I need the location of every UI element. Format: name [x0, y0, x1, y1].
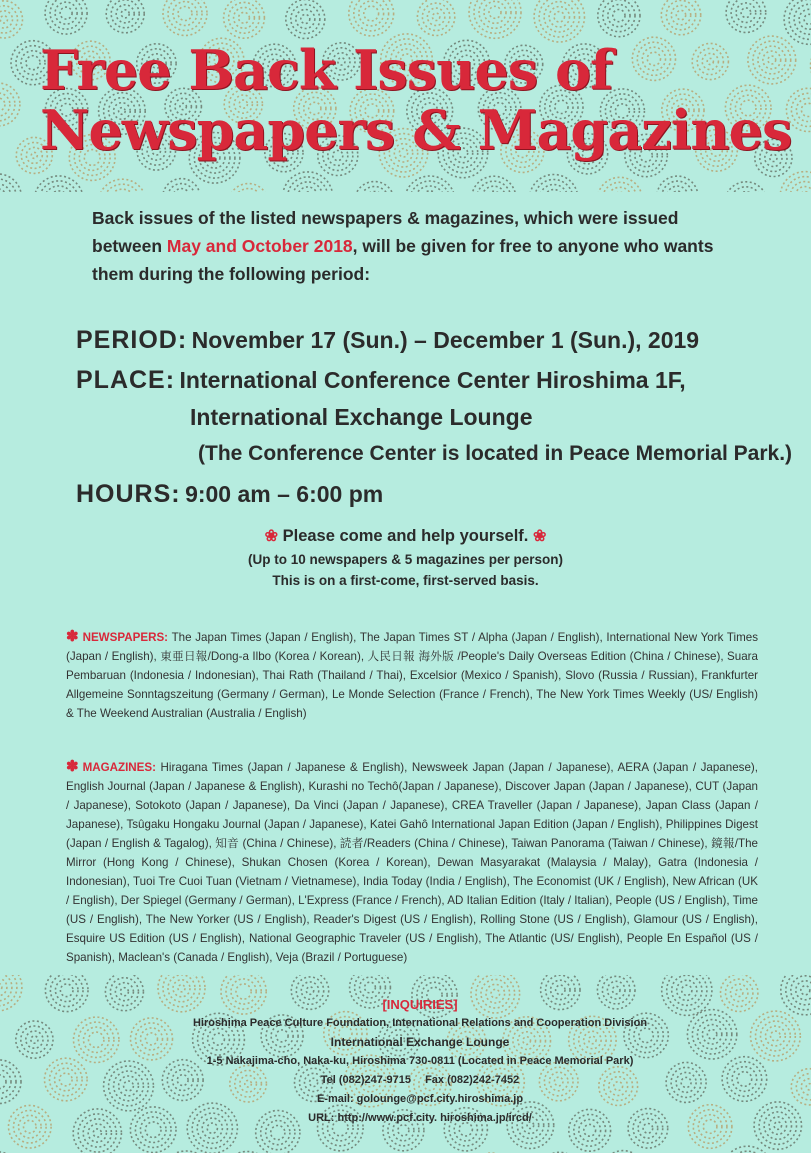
intro-date-highlight: May and October 2018 [166, 236, 353, 256]
flower-icon: ❀ [532, 528, 547, 545]
inquiries-email: E-mail: golounge@pcf.city.hiroshima.jp [316, 1093, 524, 1105]
notice-basis: This is on a first-come, first-served basis. [272, 573, 539, 588]
period-row [76, 326, 699, 355]
period-value: November 17 (Sun.) – December 1 (Sun.), 2019 [191, 327, 700, 353]
notice-block [0, 524, 811, 591]
inquiries-phone: Tel (082)247-9715 Fax (082)242-7452 [320, 1074, 520, 1086]
place-row [76, 366, 686, 395]
inquiries-org: Hiroshima Peace Culture Foundation, International Relations and Cooperation Division [192, 1017, 648, 1029]
intro-text-before: Back issues of the listed newspapers & magazines, which were issued between [92, 208, 679, 256]
magazines-text: Hiragana Times (Japan / Japanese & English), Newsweek Japan (Japan / Japanese), AERA (Japan / Japanese), English Journal (Japan / Japanese & English), Kurashi no Techô(Japan / Japanese), Discover Japan (Japan / Japanese), CUT (Japan / Japanese), Sotokoto (Japan / Japanese), Da Vinci (Japan / Japanese), CREA Traveller (Japan / Japanese), Japan Class (Japan / Japanese), Tsûgaku Hongaku Journal (Japan / Japanese), Katei Gahô International Japan Edition (Japan / English), Philippines Digest (Japan / English & Tagalog), 知音 (China / Chinese), 読者/Readers (China / Chinese), Taiwan Panorama (Taiwan / Chinese), 鏡報/The Mirror (Hong Kong / Chinese), Shukan Chosen (Korea / Korean), Dewan Masyarakat (Malaysia / Malay), Gatra (Indonesia / Indonesian), Tuoi Tre Cuoi Tuan (Vietnam / Vietnamese), India Today (India / English), The Economist (UK / English), New African (UK / English), Der Spiegel (Germany / German), L'Express (France / French), AD Italian Edition (Italy / Italian), People (US / English), Time (US / English), The New Yorker (US / English), Reader's Digest (US / English), Rolling Stone (US / English), Glamour (US / English), Esquire US Edition (US / English), National Geographic Traveler (US / English), The Atlantic (US/ English), People En Español (US / Spanish), Maclean's (Canada / English), Veja (Brazil / Portuguese) [66, 761, 758, 964]
notice-limit: (Up to 10 newspapers & 5 magazines per person) [247, 552, 564, 567]
period-label: PERIOD: [76, 326, 188, 354]
hours-row [76, 480, 383, 509]
newspapers-label: NEWSPAPERS: [82, 631, 169, 644]
inquiries-url: URL: http://www.pcf.city. hiroshima.jp/ircd/ [308, 1112, 532, 1124]
flower-icon: ❀ [264, 528, 279, 545]
page-title [40, 40, 800, 160]
flower-bullet-icon: ✽ [66, 758, 79, 775]
newspapers-text: The Japan Times (Japan / English), The Japan Times ST / Alpha (Japan / English), International New York Times (Japan / English), 東亜日報/Dong-a Ilbo (Korea / Korean), 人民日報 海外版 /People's Daily Overseas Edition (China / Chinese), Suara Pembaruan (Indonesia / Indonesian), Thai Rath (Thailand / Thai), Excelsior (Mexico / Spanish), Slovo (Russia / Russian), Frankfurter Allgemeine Sonntagszeitung (Germany / German), Le Monde Selection (France / French), The New York Times Weekly (US/ English) & The Weekend Australian (Australia / English) [66, 631, 759, 720]
newspapers-list [66, 627, 758, 723]
place-value-line-1: International Conference Center Hiroshima 1F, [179, 367, 686, 393]
notice-main: Please come and help yourself. [282, 527, 529, 545]
inquiries-heading: [INQUIRIES] [382, 997, 458, 1012]
magazines-label: MAGAZINES: [82, 761, 157, 774]
flower-bullet-icon: ✽ [66, 628, 79, 645]
title-line-1: Free Back Issues of [40, 38, 613, 102]
inquiries-lounge: International Exchange Lounge [330, 1035, 510, 1049]
title-line-2: Newspapers & Magazines [40, 98, 792, 162]
place-value-line-2: International Exchange Lounge [190, 404, 533, 430]
magazines-list [66, 757, 758, 967]
inquiries-address: 1-5 Nakajima-cho, Naka-ku, Hiroshima 730-0811 (Located in Peace Memorial Park) [206, 1055, 634, 1067]
place-note: (The Conference Center is located in Peace Memorial Park.) [198, 442, 793, 465]
hours-value: 9:00 am – 6:00 pm [185, 481, 384, 507]
intro-text-after: , will be given for free to anyone who wants them during the following period: [92, 236, 714, 284]
hours-label: HOURS: [76, 480, 181, 508]
inquiries-block [160, 995, 680, 1128]
intro-paragraph [92, 204, 742, 288]
place-label: PLACE: [76, 366, 176, 394]
